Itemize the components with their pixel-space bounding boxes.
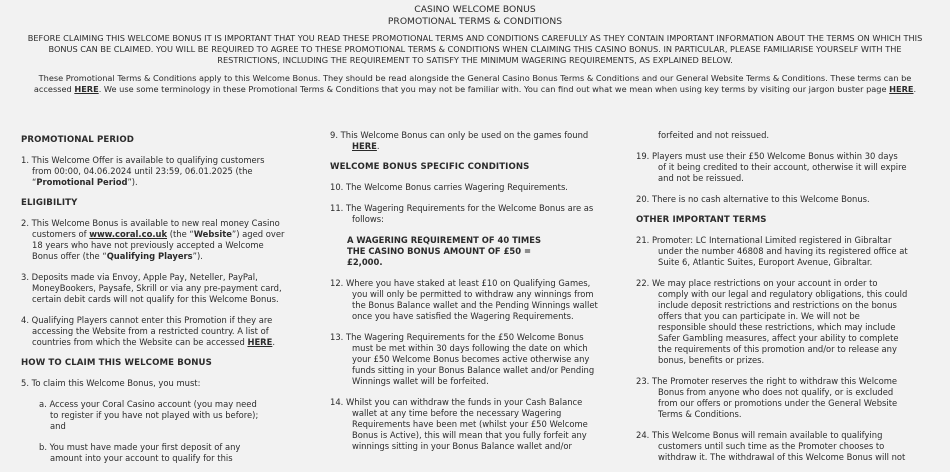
term-line: 9. This Welcome Bonus can only be used on the games found (330, 130, 589, 140)
column-1 (21, 130, 301, 472)
term-line: follows: (352, 214, 384, 224)
term-line: bonus, benefits or prizes. (658, 355, 765, 365)
term-item-11 (330, 203, 602, 225)
page-subtitle: PROMOTIONAL TERMS & CONDITIONS (387, 16, 563, 27)
term-item-2 (21, 218, 301, 262)
term-item-13 (330, 332, 602, 387)
term-line: Requirements have been met (whilst your £50 Welcome (352, 419, 588, 429)
term-line (21, 177, 301, 188)
term-line: 3. Deposits made via Envoy, Apple Pay, Neteller, PayPal, (21, 272, 258, 282)
text: ”). (192, 251, 203, 261)
term-line: 12. Where you have staked at least £10 on Qualifying Games, (330, 278, 591, 288)
qualifying-players-term: Qualifying Players (106, 251, 193, 261)
text: . (376, 141, 380, 151)
term-line: comply with our legal and regulatory obligations, this could (658, 289, 908, 299)
term-item-10: 10. The Welcome Bonus carries Wagering Requirements. (330, 182, 568, 192)
text: customers of (32, 229, 90, 239)
term-line: under the number 46808 and having its registered office at (658, 246, 908, 256)
term-line: and not be reissued. (658, 173, 744, 183)
term-line: offers that you can participate in. We will not be (658, 311, 860, 321)
term-line: customers until such time as the Promoter chooses to (658, 441, 885, 451)
term-item-1 (21, 155, 301, 188)
term-line (21, 251, 301, 262)
promotional-period-term: Promotional Period (36, 177, 128, 187)
term-line: you will only be permitted to withdraw any winnings from (352, 289, 594, 299)
term-line: THE CASINO BONUS AMOUNT OF £50 = (347, 246, 531, 256)
intro-text-1: These Promotional Terms & Conditions apply to this Welcome Bonus. They should be read alongside the General Casino Bonus Terms & Conditions and our General Website Terms & Conditions. These terms can be accessed (33, 73, 912, 94)
term-line: 4. Qualifying Players cannot enter this Promotion if they are (21, 315, 273, 325)
eligible-games-link[interactable]: HERE (352, 141, 377, 151)
term-item-5: 5. To claim this Welcome Bonus, you must: (21, 378, 201, 388)
term-line: Suite 6, Atlantic Suites, Europort Avenue, Gibraltar. (658, 257, 873, 267)
term-line: b. You must have made your first deposit of any (39, 442, 241, 452)
term-line: 18 years who have not previously accepted a Welcome (32, 240, 264, 250)
term-item-14 (330, 397, 602, 452)
term-item-24 (636, 430, 911, 463)
term-subitem-b (21, 442, 301, 464)
jargon-buster-link[interactable]: HERE (889, 84, 914, 94)
warning-paragraph: BEFORE CLAIMING THIS WELCOME BONUS IT IS IMPORTANT THAT YOU READ THESE PROMOTIONAL TERMS AND CONDITIONS CAREFULLY AS THEY CONTAIN IMPORTANT INFORMATION ABOUT THE TERMS ON WHICH THIS BONUS CAN BE CLAIMED. YOU WILL BE REQUIRED TO AGREE TO THESE PROMOTIONAL TERMS & CONDITIONS WHEN CLAIMING THIS CASINO BONUS. IN PARTICULAR, PLEASE FAMILIARISE YOURSELF WITH THE RESTRICTIONS, INCLUDING THE REQUIREMENT TO SATISFY THE MINIMUM WAGERING REQUIREMENTS, AS EXPLAINED BELOW. (27, 33, 923, 65)
term-line: 13. The Wagering Requirements for the £50 Welcome Bonus (330, 332, 584, 342)
term-line: from our offers or promotions under the General Website (658, 398, 898, 408)
term-line: 22. We may place restrictions on your account in order to (636, 278, 878, 288)
term-item-12 (330, 278, 602, 322)
term-line: 2. This Welcome Bonus is available to new real money Casino (21, 218, 280, 228)
term-line (21, 229, 301, 240)
term-line: funds sitting in your Bonus Balance wallet and/or Pending (352, 365, 595, 375)
text: Bonus offer (the “ (32, 251, 107, 261)
section-heading-how-to-claim: HOW TO CLAIM THIS WELCOME BONUS (21, 358, 212, 368)
term-line: A WAGERING REQUIREMENT OF 40 TIMES (347, 235, 542, 245)
page-title: CASINO WELCOME BONUS (414, 4, 536, 15)
term-line: the requirements of this promotion and/or to release any (658, 344, 897, 354)
term-line: MoneyBookers, Paysafe, Skrill or via any pre-payment card, (32, 283, 282, 293)
term-line: amount into your account to qualify for this (50, 453, 233, 463)
term-line: from 00:00, 04.06.2024 until 23:59, 06.01.2025 (the (32, 166, 253, 176)
term-line: 1. This Welcome Offer is available to qualifying customers (21, 155, 265, 165)
term-line: must be met within 30 days following the date on which (352, 343, 588, 353)
website-link[interactable]: www.coral.co.uk (89, 229, 168, 239)
text: countries from which the Website can be accessed (32, 337, 248, 347)
term-line: winnings sitting in your Bonus Balance wallet and/or (352, 441, 572, 451)
column-2 (330, 130, 602, 462)
section-heading-other-terms: OTHER IMPORTANT TERMS (636, 215, 767, 225)
term-line: 23. The Promoter reserves the right to withdraw this Welcome (636, 376, 898, 386)
text: ”) aged over (231, 229, 285, 239)
term-line: Bonus from anyone who does not qualify, or is excluded (658, 387, 894, 397)
term-line: accessing the Website from a restricted country. A list of (32, 326, 269, 336)
term-line: Safer Gambling measures, affect your ability to complete (658, 333, 899, 343)
term-line: once you have satisfied the Wagering Requirements. (352, 311, 574, 321)
term-line: Winnings wallet will be forfeited. (352, 376, 489, 386)
website-term: Website (193, 229, 232, 239)
term-line: responsible should these restrictions, which may include (658, 322, 896, 332)
term-line: 19. Players must use their £50 Welcome Bonus within 30 days (636, 151, 898, 161)
term-item-3 (21, 272, 301, 305)
term-line: certain debit cards will not qualify for this Welcome Bonus. (32, 294, 279, 304)
term-item-18-continued: forfeited and not reissued. (658, 130, 770, 140)
text: . (272, 337, 276, 347)
term-line: to register if you have not played with us before); (50, 410, 259, 420)
intro-paragraph (20, 73, 930, 95)
term-line: 21. Promoter: LC International Limited registered in Gibraltar (636, 235, 892, 245)
wagering-requirement-box (330, 235, 602, 268)
term-item-22 (636, 278, 911, 366)
term-line: 24. This Welcome Bonus will remain available to qualifying (636, 430, 883, 440)
intro-text-3: . (913, 84, 917, 94)
section-heading-eligibility: ELIGIBILITY (21, 198, 78, 208)
general-terms-link[interactable]: HERE (74, 84, 99, 94)
section-heading-promotional-period: PROMOTIONAL PERIOD (21, 135, 134, 145)
terms-columns (0, 130, 950, 472)
term-item-20: 20. There is no cash alternative to this Welcome Bonus. (636, 194, 870, 204)
term-line: the Bonus Balance wallet and the Pending Winnings wallet (352, 300, 598, 310)
term-line: a. Access your Coral Casino account (you may need (39, 399, 257, 409)
term-line: Terms & Conditions. (658, 409, 742, 419)
section-heading-specific-conditions: WELCOME BONUS SPECIFIC CONDITIONS (330, 162, 530, 172)
term-line: £2,000. (347, 257, 383, 267)
column-3 (636, 130, 911, 472)
term-line (330, 141, 602, 152)
term-line: your £50 Welcome Bonus becomes active otherwise any (352, 354, 590, 364)
intro-text-2: . We use some terminology in these Promotional Terms & Conditions that you may not be familiar with. You can find out what we mean when using key terms by visiting our jargon buster page (98, 84, 890, 94)
term-line: 14. Whilst you can withdraw the funds in your Cash Balance (330, 397, 583, 407)
term-item-23 (636, 376, 911, 420)
term-item-19 (636, 151, 911, 184)
term-item-9 (330, 130, 602, 152)
term-line (21, 337, 301, 348)
term-item-21 (636, 235, 911, 268)
term-line: withdraw it. The withdrawal of this Welcome Bonus will not (658, 452, 906, 462)
term-line: 11. The Wagering Requirements for the Welcome Bonus are as (330, 203, 594, 213)
term-subitem-a (21, 399, 301, 432)
term-item-4 (21, 315, 301, 348)
term-line: Bonus is Active), this will mean that you fully forfeit any (352, 430, 587, 440)
term-line: wallet at any time before the necessary Wagering (352, 408, 562, 418)
text: ”). (127, 177, 138, 187)
restricted-countries-link[interactable]: HERE (247, 337, 273, 347)
text: (the “ (167, 229, 194, 239)
term-line: include deposit restrictions and restrictions on the bonus (658, 300, 897, 310)
term-line: of it being credited to their account, otherwise it will expire (658, 162, 907, 172)
terms-header (0, 0, 950, 66)
text: “ (32, 177, 37, 187)
term-line: and (50, 421, 66, 431)
